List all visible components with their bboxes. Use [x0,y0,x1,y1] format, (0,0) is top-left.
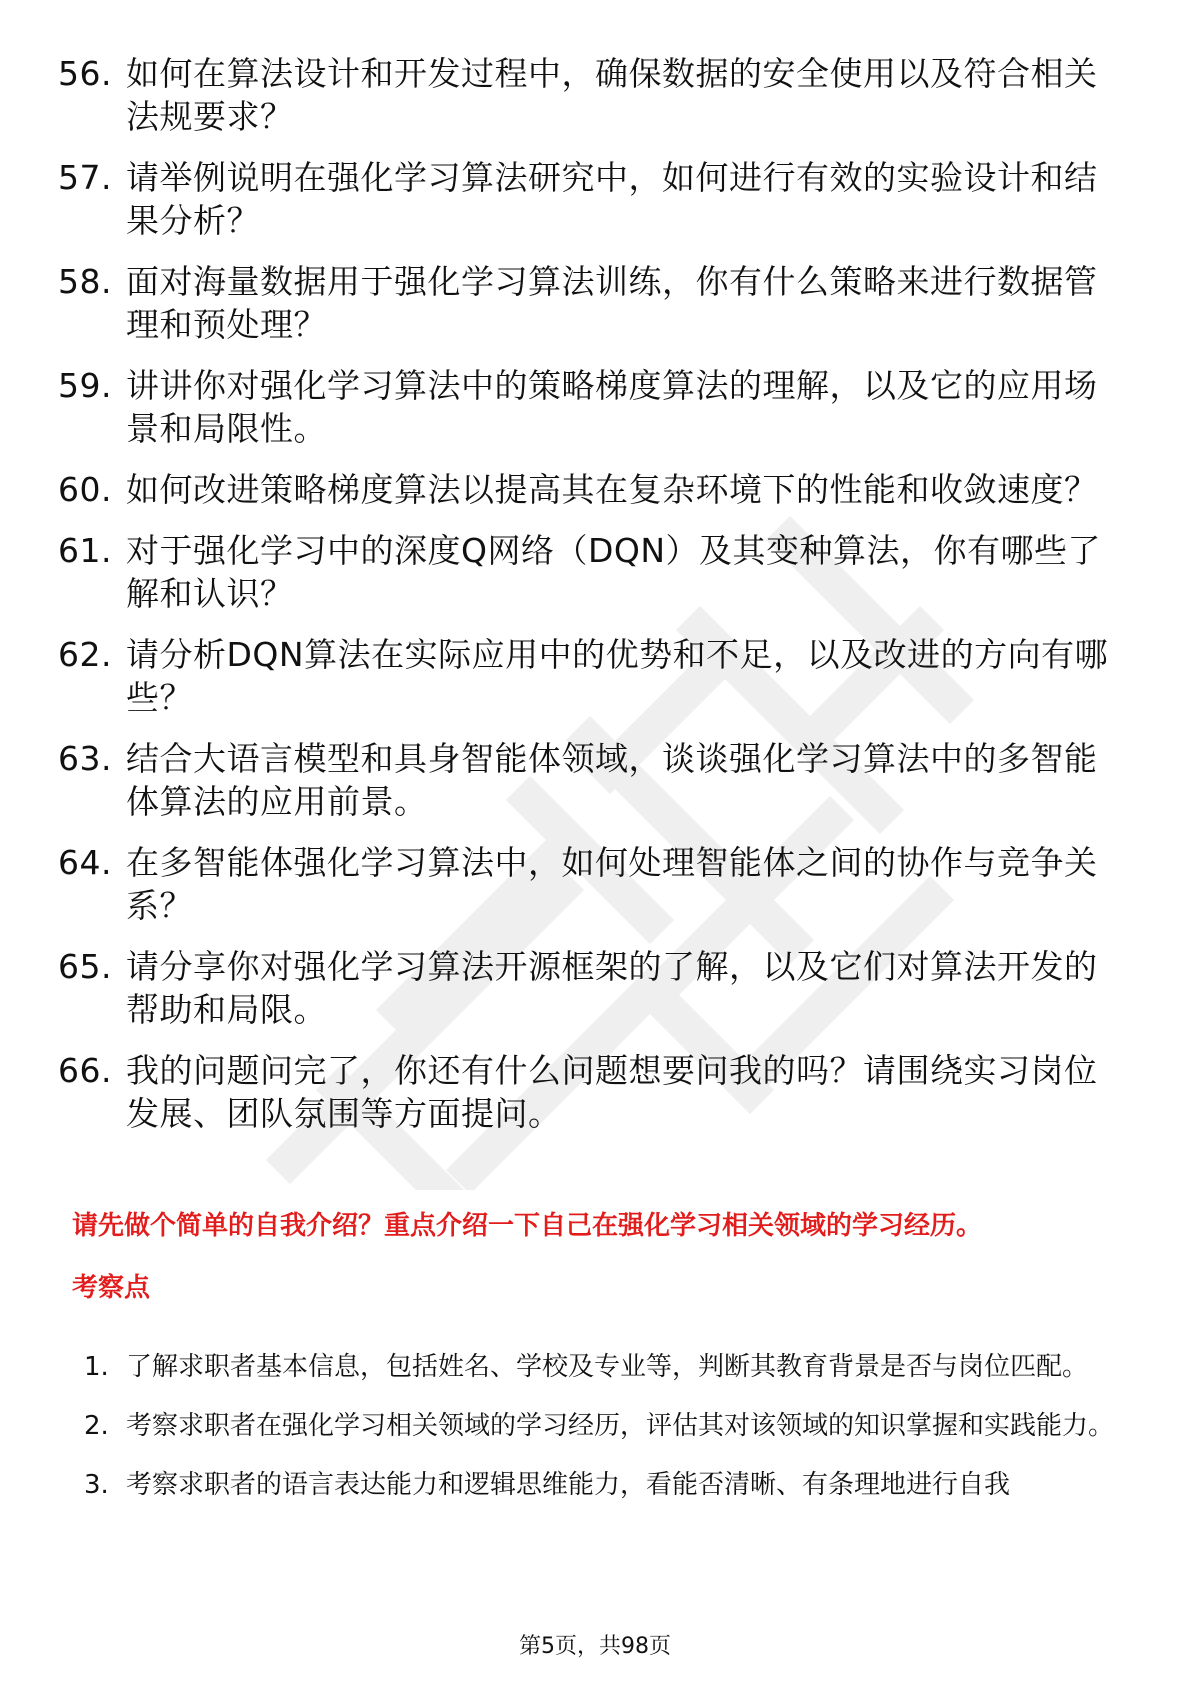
question-text: 请分享你对强化学习算法开源框架的了解，以及它们对算法开发的帮助和局限。 [126,947,1098,1029]
question-number: 66. [58,1051,112,1090]
question-text: 对于强化学习中的深度Q网络（DQN）及其变种算法，你有哪些了解和认识？ [126,531,1102,613]
assessment-point [84,1458,1120,1513]
question-number: 65. [58,947,112,986]
question-item [58,841,1118,927]
point-number: 2. [84,1411,109,1441]
question-number: 64. [58,843,112,882]
question-item [58,737,1118,823]
point-text: 考察求职者在强化学习相关领域的学习经历，评估其对该领域的知识掌握和实践能力。 [126,1411,1115,1441]
question-item [58,529,1118,615]
question-text: 结合大语言模型和具身智能体领域，谈谈强化学习算法中的多智能体算法的应用前景。 [126,739,1098,821]
question-item [58,1049,1118,1135]
assessment-point [84,1399,1120,1454]
assessment-points-list [84,1340,1120,1517]
intro-question: 请先做个简单的自我介绍？重点介绍一下自己在强化学习相关领域的学习经历。 [72,1211,983,1241]
question-number: 58. [58,262,112,301]
question-number: 61. [58,531,112,570]
point-number: 3. [84,1470,109,1500]
point-text: 了解求职者基本信息，包括姓名、学校及专业等，判断其教育背景是否与岗位匹配。 [126,1352,1089,1382]
question-list [58,52,1118,1153]
question-text: 我的问题问完了，你还有什么问题想要问我的吗？请围绕实习岗位发展、团队氛围等方面提问。 [126,1051,1098,1133]
question-number: 59. [58,366,112,405]
question-item [58,156,1118,242]
question-item [58,260,1118,346]
question-text: 请举例说明在强化学习算法研究中，如何进行有效的实验设计和结果分析？ [126,158,1098,240]
point-number: 1. [84,1352,109,1382]
question-item [58,633,1118,719]
question-text: 如何改进策略梯度算法以提高其在复杂环境下的性能和收敛速度？ [126,470,1098,509]
question-number: 63. [58,739,112,778]
assessment-points-heading: 考察点 [72,1273,151,1303]
page-footer: 第5页，共98页 [519,1634,671,1659]
question-item [58,52,1118,138]
point-text: 考察求职者的语言表达能力和逻辑思维能力，看能否清晰、有条理地进行自我 [126,1470,1011,1500]
question-number: 60. [58,470,112,509]
question-text: 在多智能体强化学习算法中，如何处理智能体之间的协作与竞争关系？ [126,843,1098,925]
question-item [58,945,1118,1031]
question-number: 57. [58,158,112,197]
question-text: 讲讲你对强化学习算法中的策略梯度算法的理解，以及它的应用场景和局限性。 [126,366,1098,448]
question-text: 请分析DQN算法在实际应用中的优势和不足，以及改进的方向有哪些？ [126,635,1109,717]
question-number: 62. [58,635,112,674]
question-text: 如何在算法设计和开发过程中，确保数据的安全使用以及符合相关法规要求？ [126,54,1098,136]
question-item [58,468,1118,511]
question-item [58,364,1118,450]
assessment-point [84,1340,1120,1395]
question-text: 面对海量数据用于强化学习算法训练，你有什么策略来进行数据管理和预处理？ [126,262,1098,344]
question-number: 56. [58,54,112,93]
